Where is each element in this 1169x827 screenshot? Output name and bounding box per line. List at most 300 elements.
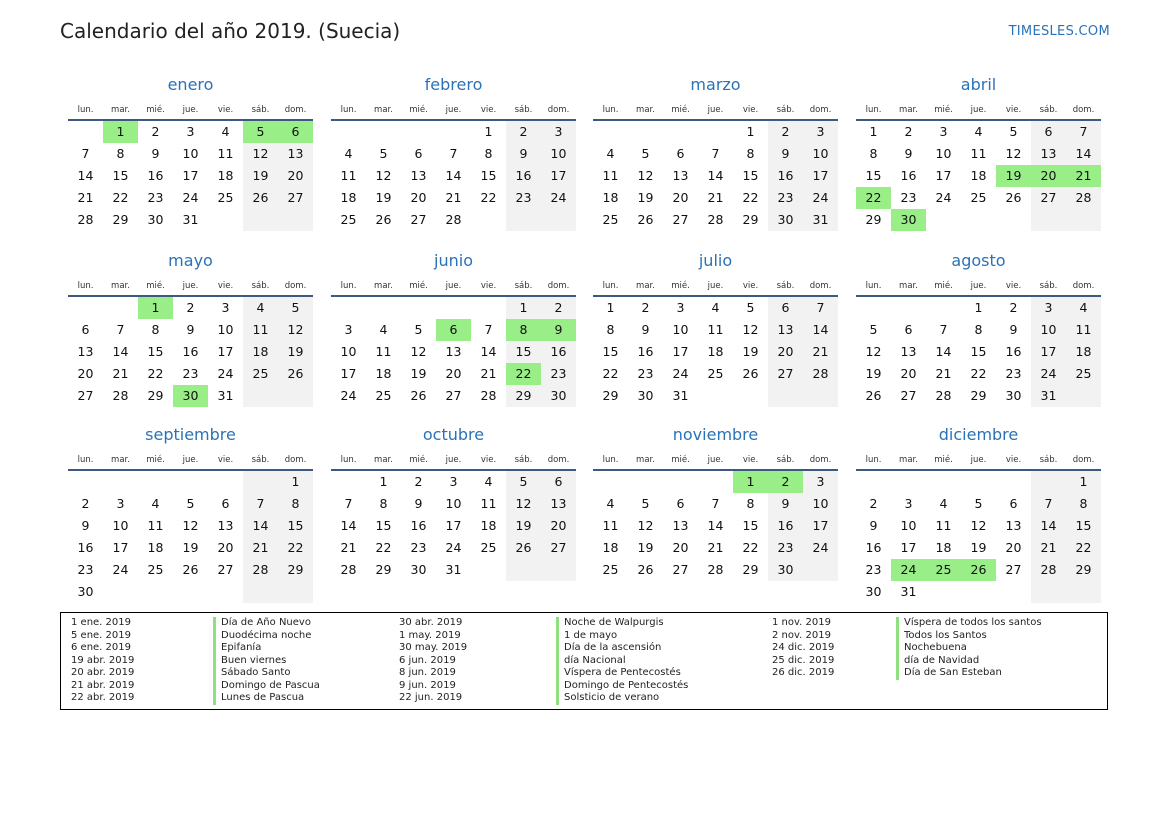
day-cell[interactable]: 1 xyxy=(379,474,388,489)
day-cell[interactable]: 27 xyxy=(278,187,313,209)
day-cell[interactable]: 20 xyxy=(278,165,313,187)
day-cell[interactable]: 11 xyxy=(1066,319,1101,341)
day-cell[interactable]: 20 xyxy=(672,190,689,205)
day-cell[interactable]: 27 xyxy=(410,212,427,227)
day-cell[interactable]: 13 xyxy=(672,518,689,533)
day-cell[interactable]: 8 xyxy=(606,322,615,337)
day-cell[interactable]: 6 xyxy=(414,146,423,161)
day-cell[interactable]: 28 xyxy=(935,388,952,403)
day-cell[interactable]: 22 xyxy=(375,540,392,555)
day-cell[interactable]: 9 xyxy=(641,322,650,337)
day-cell[interactable]: 4 xyxy=(711,300,720,315)
day-cell[interactable]: 24 xyxy=(182,190,199,205)
day-cell[interactable]: 16 xyxy=(865,540,882,555)
day-cell[interactable]: 23 xyxy=(900,190,917,205)
day-cell[interactable]: 29 xyxy=(742,562,759,577)
day-cell[interactable]: 25 xyxy=(340,212,357,227)
day-cell[interactable]: 5 xyxy=(974,496,983,511)
day-cell[interactable]: 8 xyxy=(484,146,493,161)
day-cell[interactable]: 4 xyxy=(379,322,388,337)
day-cell[interactable]: 7 xyxy=(484,322,493,337)
day-cell[interactable]: 21 xyxy=(803,341,838,363)
day-cell[interactable]: 27 xyxy=(900,388,917,403)
day-cell[interactable]: 8 xyxy=(1066,493,1101,515)
day-cell[interactable]: 3 xyxy=(1031,297,1066,319)
day-cell[interactable]: 17 xyxy=(1031,341,1066,363)
day-cell[interactable]: 24 xyxy=(340,388,357,403)
day-cell[interactable]: 31 xyxy=(445,562,462,577)
day-cell[interactable]: 10 xyxy=(1031,319,1066,341)
day-cell[interactable]: 28 xyxy=(340,562,357,577)
day-cell[interactable]: 28 xyxy=(112,388,129,403)
day-cell[interactable]: 28 xyxy=(243,559,278,581)
day-cell[interactable]: 7 xyxy=(711,496,720,511)
day-cell[interactable]: 13 xyxy=(1005,518,1022,533)
day-cell[interactable]: 24 xyxy=(803,537,838,559)
day-cell[interactable]: 23 xyxy=(182,366,199,381)
day-cell[interactable]: 5 xyxy=(1009,124,1018,139)
day-cell[interactable]: 30 xyxy=(1005,388,1022,403)
day-cell[interactable]: 10 xyxy=(541,143,576,165)
day-cell[interactable]: 8 xyxy=(151,322,160,337)
day-cell[interactable]: 19 xyxy=(375,190,392,205)
day-cell[interactable]: 8 xyxy=(379,496,388,511)
day-cell[interactable]: 7 xyxy=(449,146,458,161)
day-cell[interactable]: 6 xyxy=(904,322,913,337)
day-cell[interactable]: 21 xyxy=(1031,537,1066,559)
day-cell[interactable]: 21 xyxy=(480,366,497,381)
day-cell[interactable]: 12 xyxy=(410,344,427,359)
day-cell[interactable]: 3 xyxy=(541,121,576,143)
day-cell[interactable]: 11 xyxy=(970,146,987,161)
day-cell[interactable]: 5 xyxy=(506,471,541,493)
day-cell[interactable]: 30 xyxy=(173,385,208,407)
day-cell[interactable]: 29 xyxy=(147,388,164,403)
day-cell[interactable]: 31 xyxy=(672,388,689,403)
day-cell[interactable]: 20 xyxy=(77,366,94,381)
day-cell[interactable]: 23 xyxy=(541,363,576,385)
day-cell[interactable]: 15 xyxy=(147,344,164,359)
day-cell[interactable]: 6 xyxy=(221,496,230,511)
day-cell[interactable]: 30 xyxy=(147,212,164,227)
day-cell[interactable]: 27 xyxy=(541,537,576,559)
day-cell[interactable]: 16 xyxy=(637,344,654,359)
day-cell[interactable]: 28 xyxy=(803,363,838,385)
day-cell[interactable]: 2 xyxy=(151,124,160,139)
day-cell[interactable]: 23 xyxy=(1005,366,1022,381)
day-cell[interactable]: 15 xyxy=(742,518,759,533)
day-cell[interactable]: 4 xyxy=(939,496,948,511)
day-cell[interactable]: 13 xyxy=(410,168,427,183)
day-cell[interactable]: 19 xyxy=(996,165,1031,187)
day-cell[interactable]: 12 xyxy=(506,493,541,515)
day-cell[interactable]: 31 xyxy=(803,209,838,231)
day-cell[interactable]: 8 xyxy=(746,146,755,161)
day-cell[interactable]: 10 xyxy=(803,143,838,165)
day-cell[interactable]: 4 xyxy=(606,496,615,511)
day-cell[interactable]: 17 xyxy=(182,168,199,183)
day-cell[interactable]: 27 xyxy=(672,562,689,577)
day-cell[interactable]: 11 xyxy=(340,168,357,183)
day-cell[interactable]: 21 xyxy=(77,190,94,205)
day-cell[interactable]: 18 xyxy=(935,540,952,555)
day-cell[interactable]: 24 xyxy=(1031,363,1066,385)
day-cell[interactable]: 1 xyxy=(733,471,768,493)
day-cell[interactable]: 25 xyxy=(243,363,278,385)
day-cell[interactable]: 13 xyxy=(900,344,917,359)
day-cell[interactable]: 14 xyxy=(480,344,497,359)
day-cell[interactable]: 9 xyxy=(1009,322,1018,337)
day-cell[interactable]: 18 xyxy=(375,366,392,381)
day-cell[interactable]: 11 xyxy=(707,322,724,337)
day-cell[interactable]: 4 xyxy=(243,297,278,319)
day-cell[interactable]: 20 xyxy=(1031,165,1066,187)
day-cell[interactable]: 16 xyxy=(77,540,94,555)
day-cell[interactable]: 25 xyxy=(217,190,234,205)
day-cell[interactable]: 31 xyxy=(217,388,234,403)
day-cell[interactable]: 30 xyxy=(77,584,94,599)
day-cell[interactable]: 14 xyxy=(77,168,94,183)
day-cell[interactable]: 1 xyxy=(506,297,541,319)
day-cell[interactable]: 6 xyxy=(436,319,471,341)
day-cell[interactable]: 7 xyxy=(711,146,720,161)
day-cell[interactable]: 26 xyxy=(278,363,313,385)
day-cell[interactable]: 1 xyxy=(103,121,138,143)
day-cell[interactable]: 1 xyxy=(746,124,755,139)
day-cell[interactable]: 20 xyxy=(541,515,576,537)
day-cell[interactable]: 14 xyxy=(340,518,357,533)
day-cell[interactable]: 13 xyxy=(217,518,234,533)
day-cell[interactable]: 15 xyxy=(112,168,129,183)
day-cell[interactable]: 18 xyxy=(340,190,357,205)
day-cell[interactable]: 22 xyxy=(506,363,541,385)
day-cell[interactable]: 23 xyxy=(410,540,427,555)
day-cell[interactable]: 22 xyxy=(970,366,987,381)
day-cell[interactable]: 29 xyxy=(278,559,313,581)
day-cell[interactable]: 20 xyxy=(445,366,462,381)
day-cell[interactable]: 30 xyxy=(865,584,882,599)
day-cell[interactable]: 4 xyxy=(344,146,353,161)
day-cell[interactable]: 6 xyxy=(768,297,803,319)
day-cell[interactable]: 12 xyxy=(637,168,654,183)
day-cell[interactable]: 8 xyxy=(278,493,313,515)
day-cell[interactable]: 25 xyxy=(375,388,392,403)
day-cell[interactable]: 27 xyxy=(77,388,94,403)
day-cell[interactable]: 19 xyxy=(182,540,199,555)
day-cell[interactable]: 15 xyxy=(865,168,882,183)
day-cell[interactable]: 16 xyxy=(182,344,199,359)
day-cell[interactable]: 12 xyxy=(637,518,654,533)
day-cell[interactable]: 17 xyxy=(340,366,357,381)
day-cell[interactable]: 26 xyxy=(410,388,427,403)
day-cell[interactable]: 13 xyxy=(278,143,313,165)
day-cell[interactable]: 21 xyxy=(1066,165,1101,187)
day-cell[interactable]: 1 xyxy=(606,300,615,315)
day-cell[interactable]: 4 xyxy=(1066,297,1101,319)
day-cell[interactable]: 19 xyxy=(970,540,987,555)
day-cell[interactable]: 26 xyxy=(865,388,882,403)
day-cell[interactable]: 9 xyxy=(81,518,90,533)
day-cell[interactable]: 26 xyxy=(182,562,199,577)
day-cell[interactable]: 10 xyxy=(182,146,199,161)
day-cell[interactable]: 22 xyxy=(1066,537,1101,559)
day-cell[interactable]: 19 xyxy=(865,366,882,381)
day-cell[interactable]: 14 xyxy=(112,344,129,359)
day-cell[interactable]: 28 xyxy=(707,212,724,227)
day-cell[interactable]: 8 xyxy=(506,319,541,341)
day-cell[interactable]: 26 xyxy=(506,537,541,559)
day-cell[interactable]: 16 xyxy=(768,165,803,187)
day-cell[interactable]: 28 xyxy=(707,562,724,577)
day-cell[interactable]: 9 xyxy=(506,143,541,165)
day-cell[interactable]: 27 xyxy=(445,388,462,403)
day-cell[interactable]: 18 xyxy=(217,168,234,183)
day-cell[interactable]: 3 xyxy=(449,474,458,489)
day-cell[interactable]: 14 xyxy=(243,515,278,537)
day-cell[interactable]: 17 xyxy=(217,344,234,359)
day-cell[interactable]: 27 xyxy=(1005,562,1022,577)
day-cell[interactable]: 10 xyxy=(217,322,234,337)
day-cell[interactable]: 2 xyxy=(186,300,195,315)
day-cell[interactable]: 7 xyxy=(81,146,90,161)
day-cell[interactable]: 9 xyxy=(541,319,576,341)
day-cell[interactable]: 29 xyxy=(375,562,392,577)
day-cell[interactable]: 2 xyxy=(414,474,423,489)
day-cell[interactable]: 2 xyxy=(869,496,878,511)
day-cell[interactable]: 11 xyxy=(243,319,278,341)
day-cell[interactable]: 23 xyxy=(147,190,164,205)
day-cell[interactable]: 4 xyxy=(151,496,160,511)
day-cell[interactable]: 20 xyxy=(768,341,803,363)
day-cell[interactable]: 3 xyxy=(116,496,125,511)
day-cell[interactable]: 17 xyxy=(445,518,462,533)
day-cell[interactable]: 10 xyxy=(900,518,917,533)
day-cell[interactable]: 20 xyxy=(217,540,234,555)
day-cell[interactable]: 13 xyxy=(768,319,803,341)
day-cell[interactable]: 17 xyxy=(803,165,838,187)
day-cell[interactable]: 19 xyxy=(506,515,541,537)
day-cell[interactable]: 26 xyxy=(637,562,654,577)
day-cell[interactable]: 1 xyxy=(278,471,313,493)
day-cell[interactable]: 29 xyxy=(742,212,759,227)
day-cell[interactable]: 7 xyxy=(243,493,278,515)
day-cell[interactable]: 21 xyxy=(112,366,129,381)
day-cell[interactable]: 26 xyxy=(637,212,654,227)
day-cell[interactable]: 18 xyxy=(1066,341,1101,363)
day-cell[interactable]: 6 xyxy=(541,471,576,493)
day-cell[interactable]: 25 xyxy=(970,190,987,205)
day-cell[interactable]: 29 xyxy=(865,212,882,227)
day-cell[interactable]: 3 xyxy=(904,496,913,511)
day-cell[interactable]: 24 xyxy=(445,540,462,555)
day-cell[interactable]: 2 xyxy=(506,121,541,143)
day-cell[interactable]: 14 xyxy=(803,319,838,341)
day-cell[interactable]: 14 xyxy=(707,168,724,183)
day-cell[interactable]: 11 xyxy=(217,146,234,161)
day-cell[interactable]: 13 xyxy=(672,168,689,183)
day-cell[interactable]: 18 xyxy=(243,341,278,363)
day-cell[interactable]: 30 xyxy=(891,209,926,231)
day-cell[interactable]: 6 xyxy=(278,121,313,143)
day-cell[interactable]: 12 xyxy=(865,344,882,359)
day-cell[interactable]: 6 xyxy=(676,146,685,161)
day-cell[interactable]: 3 xyxy=(803,471,838,493)
day-cell[interactable]: 14 xyxy=(445,168,462,183)
day-cell[interactable]: 11 xyxy=(375,344,392,359)
brand-link[interactable]: TIMESLES.COM xyxy=(1008,24,1110,39)
day-cell[interactable]: 1 xyxy=(138,297,173,319)
day-cell[interactable]: 24 xyxy=(672,366,689,381)
day-cell[interactable]: 26 xyxy=(375,212,392,227)
day-cell[interactable]: 28 xyxy=(1066,187,1101,209)
day-cell[interactable]: 15 xyxy=(742,168,759,183)
day-cell[interactable]: 25 xyxy=(602,562,619,577)
day-cell[interactable]: 30 xyxy=(768,559,803,581)
day-cell[interactable]: 19 xyxy=(243,165,278,187)
day-cell[interactable]: 10 xyxy=(935,146,952,161)
day-cell[interactable]: 8 xyxy=(869,146,878,161)
day-cell[interactable]: 30 xyxy=(410,562,427,577)
day-cell[interactable]: 4 xyxy=(484,474,493,489)
day-cell[interactable]: 11 xyxy=(935,518,952,533)
day-cell[interactable]: 25 xyxy=(707,366,724,381)
day-cell[interactable]: 14 xyxy=(1066,143,1101,165)
day-cell[interactable]: 11 xyxy=(602,518,619,533)
day-cell[interactable]: 9 xyxy=(768,143,803,165)
day-cell[interactable]: 31 xyxy=(1031,385,1066,407)
day-cell[interactable]: 21 xyxy=(445,190,462,205)
day-cell[interactable]: 2 xyxy=(768,471,803,493)
day-cell[interactable]: 3 xyxy=(221,300,230,315)
day-cell[interactable]: 23 xyxy=(768,187,803,209)
day-cell[interactable]: 7 xyxy=(939,322,948,337)
day-cell[interactable]: 14 xyxy=(1031,515,1066,537)
day-cell[interactable]: 7 xyxy=(803,297,838,319)
day-cell[interactable]: 23 xyxy=(506,187,541,209)
day-cell[interactable]: 30 xyxy=(541,385,576,407)
day-cell[interactable]: 24 xyxy=(541,187,576,209)
day-cell[interactable]: 10 xyxy=(672,322,689,337)
day-cell[interactable]: 14 xyxy=(707,518,724,533)
day-cell[interactable]: 2 xyxy=(541,297,576,319)
day-cell[interactable]: 6 xyxy=(81,322,90,337)
day-cell[interactable]: 19 xyxy=(637,190,654,205)
day-cell[interactable]: 28 xyxy=(1031,559,1066,581)
day-cell[interactable]: 2 xyxy=(81,496,90,511)
day-cell[interactable]: 22 xyxy=(742,190,759,205)
day-cell[interactable]: 16 xyxy=(410,518,427,533)
day-cell[interactable]: 29 xyxy=(506,385,541,407)
day-cell[interactable]: 23 xyxy=(637,366,654,381)
day-cell[interactable]: 31 xyxy=(900,584,917,599)
day-cell[interactable]: 18 xyxy=(602,540,619,555)
day-cell[interactable]: 12 xyxy=(970,518,987,533)
day-cell[interactable]: 28 xyxy=(77,212,94,227)
day-cell[interactable]: 13 xyxy=(541,493,576,515)
day-cell[interactable]: 15 xyxy=(1066,515,1101,537)
day-cell[interactable]: 17 xyxy=(672,344,689,359)
day-cell[interactable]: 11 xyxy=(147,518,164,533)
day-cell[interactable]: 15 xyxy=(278,515,313,537)
day-cell[interactable]: 16 xyxy=(541,341,576,363)
day-cell[interactable]: 22 xyxy=(856,187,891,209)
day-cell[interactable]: 23 xyxy=(865,562,882,577)
day-cell[interactable]: 3 xyxy=(939,124,948,139)
day-cell[interactable]: 27 xyxy=(672,212,689,227)
day-cell[interactable]: 10 xyxy=(112,518,129,533)
day-cell[interactable]: 20 xyxy=(900,366,917,381)
day-cell[interactable]: 25 xyxy=(602,212,619,227)
day-cell[interactable]: 21 xyxy=(707,540,724,555)
day-cell[interactable]: 17 xyxy=(803,515,838,537)
day-cell[interactable]: 11 xyxy=(602,168,619,183)
day-cell[interactable]: 14 xyxy=(935,344,952,359)
day-cell[interactable]: 18 xyxy=(707,344,724,359)
day-cell[interactable]: 16 xyxy=(506,165,541,187)
day-cell[interactable]: 23 xyxy=(77,562,94,577)
day-cell[interactable]: 4 xyxy=(606,146,615,161)
day-cell[interactable]: 17 xyxy=(112,540,129,555)
day-cell[interactable]: 22 xyxy=(480,190,497,205)
day-cell[interactable]: 26 xyxy=(243,187,278,209)
day-cell[interactable]: 5 xyxy=(379,146,388,161)
day-cell[interactable]: 26 xyxy=(742,366,759,381)
day-cell[interactable]: 9 xyxy=(414,496,423,511)
day-cell[interactable]: 29 xyxy=(602,388,619,403)
day-cell[interactable]: 17 xyxy=(541,165,576,187)
day-cell[interactable]: 9 xyxy=(186,322,195,337)
day-cell[interactable]: 15 xyxy=(602,344,619,359)
day-cell[interactable]: 16 xyxy=(900,168,917,183)
day-cell[interactable]: 10 xyxy=(803,493,838,515)
day-cell[interactable]: 12 xyxy=(243,143,278,165)
day-cell[interactable]: 31 xyxy=(182,212,199,227)
day-cell[interactable]: 30 xyxy=(768,209,803,231)
day-cell[interactable]: 9 xyxy=(151,146,160,161)
day-cell[interactable]: 23 xyxy=(768,537,803,559)
day-cell[interactable]: 6 xyxy=(1031,121,1066,143)
day-cell[interactable]: 18 xyxy=(602,190,619,205)
day-cell[interactable]: 5 xyxy=(746,300,755,315)
day-cell[interactable]: 12 xyxy=(375,168,392,183)
day-cell[interactable]: 1 xyxy=(974,300,983,315)
day-cell[interactable]: 3 xyxy=(186,124,195,139)
day-cell[interactable]: 2 xyxy=(768,121,803,143)
day-cell[interactable]: 5 xyxy=(641,496,650,511)
day-cell[interactable]: 19 xyxy=(278,341,313,363)
day-cell[interactable]: 18 xyxy=(147,540,164,555)
day-cell[interactable]: 12 xyxy=(278,319,313,341)
day-cell[interactable]: 5 xyxy=(243,121,278,143)
day-cell[interactable]: 21 xyxy=(243,537,278,559)
day-cell[interactable]: 24 xyxy=(803,187,838,209)
day-cell[interactable]: 26 xyxy=(961,559,996,581)
day-cell[interactable]: 26 xyxy=(1005,190,1022,205)
day-cell[interactable]: 20 xyxy=(672,540,689,555)
day-cell[interactable]: 9 xyxy=(904,146,913,161)
day-cell[interactable]: 20 xyxy=(1005,540,1022,555)
day-cell[interactable]: 17 xyxy=(935,168,952,183)
day-cell[interactable]: 5 xyxy=(186,496,195,511)
day-cell[interactable]: 22 xyxy=(147,366,164,381)
day-cell[interactable]: 25 xyxy=(147,562,164,577)
day-cell[interactable]: 24 xyxy=(112,562,129,577)
day-cell[interactable]: 5 xyxy=(869,322,878,337)
day-cell[interactable]: 29 xyxy=(1066,559,1101,581)
day-cell[interactable]: 24 xyxy=(891,559,926,581)
day-cell[interactable]: 20 xyxy=(410,190,427,205)
day-cell[interactable]: 16 xyxy=(147,168,164,183)
